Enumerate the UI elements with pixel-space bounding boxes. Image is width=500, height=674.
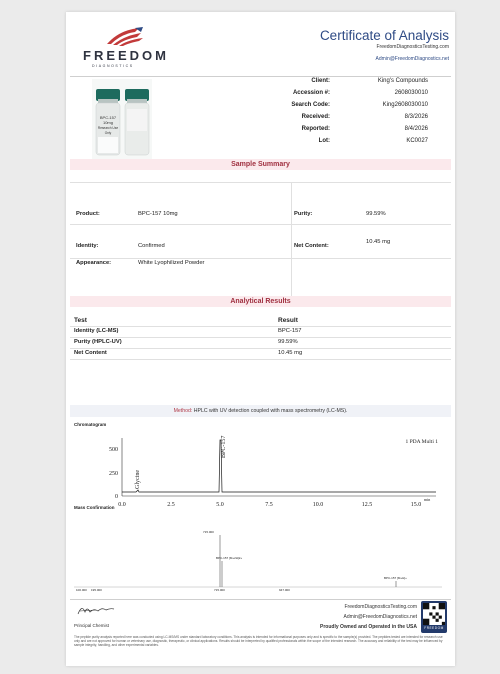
flag-icon: [105, 26, 145, 48]
col-test-header: Test: [74, 317, 87, 324]
header-divider: [70, 76, 451, 77]
page-title: Certificate of Analysis: [319, 28, 449, 43]
svg-text:1 PDA Multi 1: 1 PDA Multi 1: [405, 439, 438, 445]
purity-value: 99.59%: [366, 211, 386, 217]
lot-value: KC0027: [406, 138, 428, 144]
svg-text:5.0: 5.0: [216, 502, 224, 508]
col-result-header: Result: [278, 317, 298, 324]
reported-label: Reported:: [301, 126, 330, 132]
lot-label: Lot:: [318, 138, 330, 144]
svg-text:min: min: [424, 497, 431, 502]
svg-text:Research Use: Research Use: [97, 126, 119, 130]
svg-text:947.000: 947.000: [279, 588, 290, 592]
qr-code-icon: [423, 603, 445, 625]
qr-code[interactable]: [421, 601, 447, 633]
search-code-label: Search Code:: [291, 102, 330, 108]
svg-text:10mg: 10mg: [102, 120, 114, 125]
svg-text:Only: Only: [104, 131, 112, 135]
identity-label: Identity:: [76, 243, 99, 249]
sample-summary-table: [70, 182, 451, 304]
svg-text:BPC-157: BPC-157: [221, 435, 227, 458]
net-content-label: Net Content:: [294, 243, 329, 249]
table-row-test: Net Content: [74, 350, 107, 356]
svg-text:100.000: 100.000: [76, 588, 87, 592]
identity-value: Confirmed: [138, 243, 165, 249]
appearance-value: White Lyophilized Powder: [138, 260, 205, 266]
sample-summary-header: Sample Summary: [70, 159, 451, 170]
header-website[interactable]: FreedomDiagnosticsTesting.com: [376, 44, 449, 50]
svg-text:BPC-157 [M+2H]2+: BPC-157 [M+2H]2+: [216, 556, 243, 560]
mass-confirmation-label: Mass Confirmation: [74, 505, 115, 510]
brand-subtitle: DIAGNOSTICS: [92, 64, 134, 68]
received-value: 8/3/2026: [404, 114, 428, 120]
certificate-page: [66, 12, 455, 666]
svg-text:BPC-157 [M+H]+: BPC-157 [M+H]+: [384, 576, 407, 580]
received-label: Received:: [301, 114, 330, 120]
table-row-result: 10.45 mg: [278, 350, 303, 356]
client-value: King's Compounds: [377, 78, 428, 84]
table-row-result: BPC-157: [278, 328, 302, 334]
svg-text:15.0: 15.0: [410, 502, 422, 508]
chromatogram-plot: [66, 430, 455, 512]
reported-value: 8/4/2026: [404, 126, 428, 132]
svg-text:BPC-157: BPC-157: [99, 115, 117, 120]
svg-text:195.000: 195.000: [91, 588, 102, 592]
net-content-value: 10.45 mg: [366, 239, 391, 245]
svg-text:10.0: 10.0: [312, 502, 324, 508]
method-label: Method:: [173, 408, 193, 414]
signature-image: [76, 602, 116, 618]
product-value: BPC-157 10mg: [138, 211, 178, 217]
appearance-label: Appearance:: [76, 260, 112, 266]
svg-text:250: 250: [109, 471, 118, 477]
footer-website[interactable]: FreedomDiagnosticsTesting.com: [344, 604, 417, 610]
svg-text:7.5: 7.5: [265, 502, 273, 508]
client-label: Client:: [311, 78, 330, 84]
svg-text:Glycine: Glycine: [135, 470, 141, 489]
footer-email[interactable]: Admin@FreedomDiagnostics.net: [343, 614, 417, 620]
svg-text:0: 0: [115, 494, 118, 500]
footer-divider: [70, 599, 451, 600]
purity-label: Purity:: [294, 211, 313, 217]
method-banner: [70, 405, 451, 417]
qr-label: FREEDOM: [424, 626, 444, 630]
brand-name: FREEDOM: [83, 48, 169, 63]
svg-text:715.000: 715.000: [203, 530, 214, 534]
svg-text:12.5: 12.5: [361, 502, 373, 508]
svg-text:0.0: 0.0: [118, 502, 126, 508]
chromatogram-label: Chromatogram: [74, 422, 107, 427]
header-email[interactable]: Admin@FreedomDiagnostics.net: [375, 56, 449, 62]
svg-text:715.000: 715.000: [214, 588, 225, 592]
table-row-test: Identity (LC-MS): [74, 328, 119, 334]
svg-text:2.5: 2.5: [167, 502, 175, 508]
analytical-results-header: Analytical Results: [70, 296, 451, 307]
product-vials-image: [92, 79, 152, 159]
accession-value: 2608030010: [394, 90, 428, 96]
signer-role: Principal Chemist: [74, 623, 110, 628]
accession-label: Accession #:: [292, 90, 330, 96]
mass-spectrum-plot: [66, 517, 455, 597]
table-row-result: 99.59%: [278, 339, 298, 345]
svg-text:500: 500: [109, 447, 118, 453]
footer-tagline: Proudly Owned and Operated in the USA: [320, 624, 417, 630]
product-label: Product:: [76, 211, 100, 217]
method-text: HPLC with UV detection coupled with mass spectrometry (LC-MS).: [193, 408, 348, 414]
freedom-logo: [83, 26, 169, 74]
disclaimer-text: The peptide purity analysis reported here was conducted using LC-MS/MS under standard laboratory conditions. This analysis is intended for informational purposes only and is specific to the sample(s) provided. The peptides tested are intended for research use only and are not approved for human or veterinary use, diagnostic, therapeutic, or clinical applications. Results should be interpreted by qualified professionals within the scope of the intended research. The accuracy and reliability of the test may be influenced by sample integrity, handling, and other experimental variables.: [74, 635, 443, 647]
search-code-value: King2608030010: [382, 102, 428, 108]
table-row-test: Purity (HPLC-UV): [74, 339, 122, 345]
vial-right: [125, 89, 149, 155]
